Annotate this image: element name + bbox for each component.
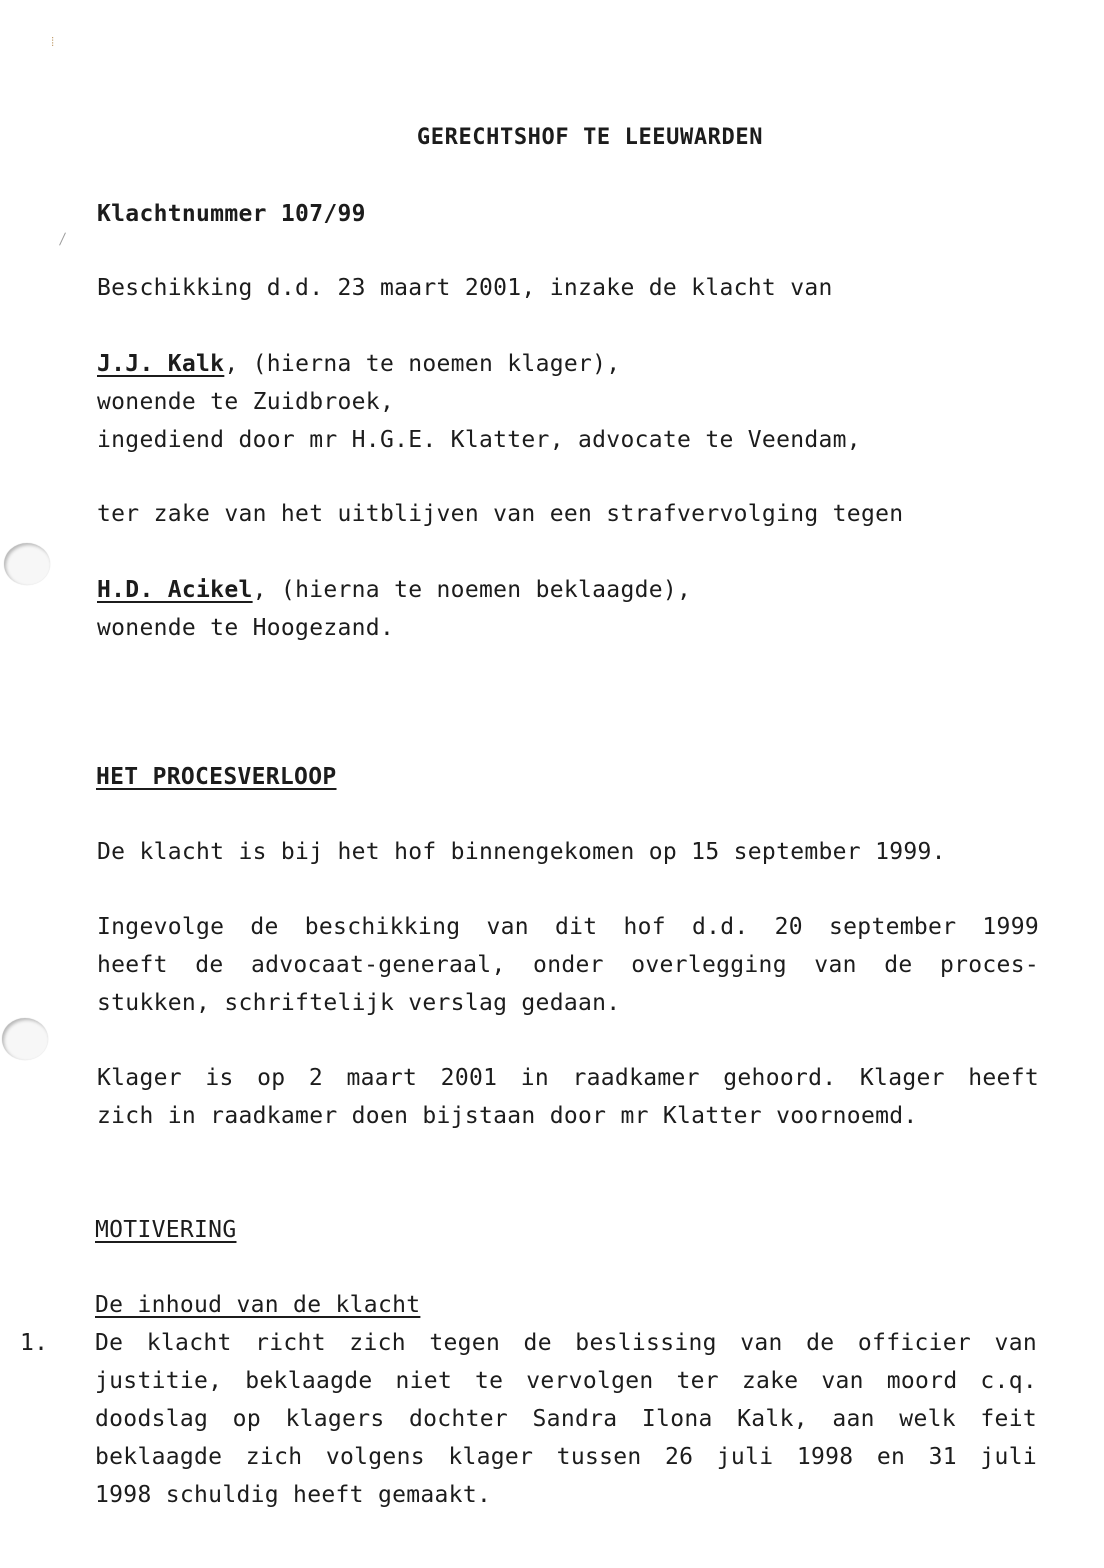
item-line-2: justitie, beklaagde niet te vervolgen ter zake van moord c.q. — [95, 1368, 1037, 1394]
item-line-3: doodslag op klagers dochter Sandra Ilona Kalk, aan welk feit — [95, 1406, 1037, 1432]
procedure-p2-line-1: Ingevolge de beschikking van dit hof d.d. 20 september 1999 — [97, 914, 1039, 940]
subject-line: ter zake van het uitblijven van een strafvervolging tegen — [97, 501, 904, 527]
procedure-p3-line-1: Klager is op 2 maart 2001 in raadkamer gehoord. Klager heeft — [97, 1065, 1039, 1091]
item-line-4: beklaagde zich volgens klager tussen 26 juli 1998 en 31 juli — [95, 1444, 1037, 1470]
punch-hole-bottom — [2, 1018, 48, 1060]
defendant-line — [97, 571, 691, 609]
complainant-filed-by: ingediend door mr H.G.E. Klatter, advocate te Veendam, — [97, 427, 861, 453]
defendant-name: H.D. Acikel — [97, 577, 253, 603]
item-line-1: De klacht richt zich tegen de beslissing van de officier van — [95, 1330, 1037, 1356]
complainant-residence: wonende te Zuidbroek, — [97, 389, 395, 415]
complainant-role: , (hierna te noemen klager), — [224, 351, 621, 377]
complainant-line — [97, 345, 620, 383]
court-title: GERECHTSHOF TE LEEUWARDEN — [416, 125, 764, 150]
procedure-p3-line-2: zich in raadkamer doen bijstaan door mr Klatter voornoemd. — [97, 1103, 918, 1129]
procedure-heading: HET PROCESVERLOOP — [96, 764, 337, 790]
item-number: 1. — [20, 1330, 49, 1356]
procedure-p2-line-3: stukken, schriftelijk verslag gedaan. — [97, 990, 621, 1016]
motivation-subheading: De inhoud van de klacht — [95, 1292, 421, 1318]
motivation-heading: MOTIVERING — [95, 1217, 237, 1243]
item-line-5: 1998 schuldig heeft gemaakt. — [95, 1482, 492, 1508]
defendant-residence: wonende te Hoogezand. — [97, 615, 395, 641]
procedure-paragraph-1: De klacht is bij het hof binnengekomen op 15 september 1999. — [97, 839, 946, 865]
complainant-name: J.J. Kalk — [97, 351, 225, 377]
defendant-role: , (hierna te noemen beklaagde), — [252, 577, 692, 603]
scan-speck: ⁞ — [49, 35, 57, 49]
procedure-p2-line-2: heeft de advocaat-generaal, onder overlegging van de proces- — [97, 952, 1039, 978]
scan-mark — [59, 232, 66, 245]
punch-hole-top — [4, 543, 50, 585]
decision-line: Beschikking d.d. 23 maart 2001, inzake de klacht van — [97, 275, 833, 301]
complaint-number: Klachtnummer 107/99 — [97, 201, 366, 227]
